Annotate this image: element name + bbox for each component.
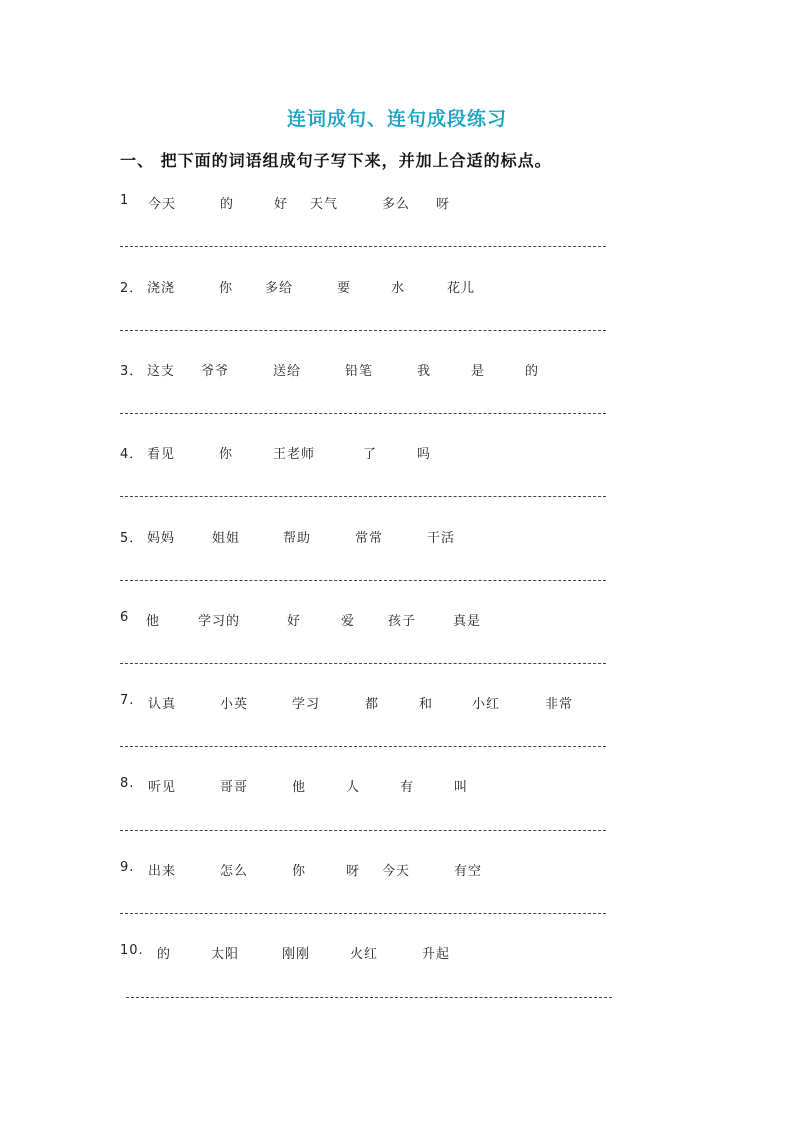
exercise-word: 花儿 <box>447 281 476 296</box>
exercise-word: 的 <box>525 364 540 379</box>
exercise-number: 6 <box>120 610 130 625</box>
exercise-word: 看见 <box>147 447 176 462</box>
exercise-word: 这支 <box>147 364 176 379</box>
exercise-word: 人 <box>346 780 361 795</box>
answer-line[interactable] <box>120 580 606 581</box>
exercise-word: 他 <box>146 614 161 629</box>
answer-line[interactable] <box>120 746 606 747</box>
answer-line[interactable] <box>120 246 606 247</box>
exercise-word: 呀 <box>346 864 361 879</box>
exercise-word: 爱 <box>341 614 356 629</box>
exercise-word: 哥哥 <box>220 780 249 795</box>
exercise-word: 送给 <box>273 364 302 379</box>
exercise-word: 多么 <box>382 197 411 212</box>
exercise-word: 孩子 <box>388 614 417 629</box>
exercise-word: 的 <box>157 947 172 962</box>
exercise-word: 升起 <box>422 947 451 962</box>
exercise-word: 刚刚 <box>282 947 311 962</box>
exercise-word: 是 <box>471 364 486 379</box>
exercise-number: 4． <box>120 447 144 462</box>
exercise-word: 你 <box>219 281 234 296</box>
exercise-word: 浇浇 <box>147 281 176 296</box>
exercise-word: 和 <box>419 697 434 712</box>
exercise-word: 火红 <box>350 947 379 962</box>
exercise-word: 水 <box>391 281 406 296</box>
exercise-word: 爷爷 <box>201 364 230 379</box>
exercise-word: 学习的 <box>198 614 241 629</box>
exercise-word: 今天 <box>148 197 177 212</box>
exercise-number: 8. <box>120 776 135 791</box>
exercise-word: 今天 <box>382 864 411 879</box>
exercise-word: 出来 <box>148 864 177 879</box>
exercise-word: 学习 <box>292 697 321 712</box>
exercise-word: 呀 <box>436 197 451 212</box>
exercise-word: 都 <box>365 697 380 712</box>
exercise-word: 小英 <box>220 697 249 712</box>
exercise-word: 了 <box>363 447 378 462</box>
page-title: 连词成句、连句成段练习 <box>286 108 507 130</box>
exercise-word: 有 <box>400 780 415 795</box>
answer-line[interactable] <box>120 913 606 914</box>
section-instruction: 一、 把下面的词语组成句子写下来，并加上合适的标点。 <box>120 151 552 170</box>
exercise-number: 7. <box>120 693 135 708</box>
exercise-word: 天气 <box>310 197 339 212</box>
exercise-word: 姐姐 <box>212 531 241 546</box>
exercise-number: 5． <box>120 531 144 546</box>
answer-line[interactable] <box>120 413 606 414</box>
answer-line[interactable] <box>120 330 606 331</box>
exercise-word: 有空 <box>454 864 483 879</box>
answer-line[interactable] <box>120 830 606 831</box>
exercise-word: 我 <box>417 364 432 379</box>
exercise-word: 多给 <box>265 281 294 296</box>
exercise-word: 叫 <box>454 780 469 795</box>
exercise-word: 王老师 <box>273 447 316 462</box>
exercise-number: 3． <box>120 364 144 379</box>
exercise-word: 你 <box>219 447 234 462</box>
exercise-word: 非常 <box>545 697 574 712</box>
exercise-word: 干活 <box>427 531 456 546</box>
exercise-word: 你 <box>292 864 307 879</box>
exercise-word: 小红 <box>472 697 501 712</box>
exercise-word: 认真 <box>148 697 177 712</box>
answer-line[interactable] <box>126 997 612 998</box>
exercise-number: 1 <box>120 193 130 208</box>
exercise-word: 他 <box>292 780 307 795</box>
exercise-number: 10. <box>120 943 144 958</box>
exercise-word: 怎么 <box>220 864 249 879</box>
exercise-word: 妈妈 <box>147 531 176 546</box>
exercise-word: 听见 <box>148 780 177 795</box>
exercise-word: 常常 <box>355 531 384 546</box>
exercise-word: 好 <box>274 197 289 212</box>
exercise-word: 太阳 <box>211 947 240 962</box>
exercise-word: 的 <box>220 197 235 212</box>
exercise-word: 吗 <box>417 447 432 462</box>
answer-line[interactable] <box>120 663 606 664</box>
exercise-word: 真是 <box>453 614 482 629</box>
exercise-number: 9. <box>120 860 135 875</box>
exercise-word: 帮助 <box>283 531 312 546</box>
exercise-word: 铅笔 <box>345 364 374 379</box>
exercise-number: 2． <box>120 281 144 296</box>
exercise-word: 好 <box>287 614 302 629</box>
answer-line[interactable] <box>120 496 606 497</box>
exercise-word: 要 <box>337 281 352 296</box>
